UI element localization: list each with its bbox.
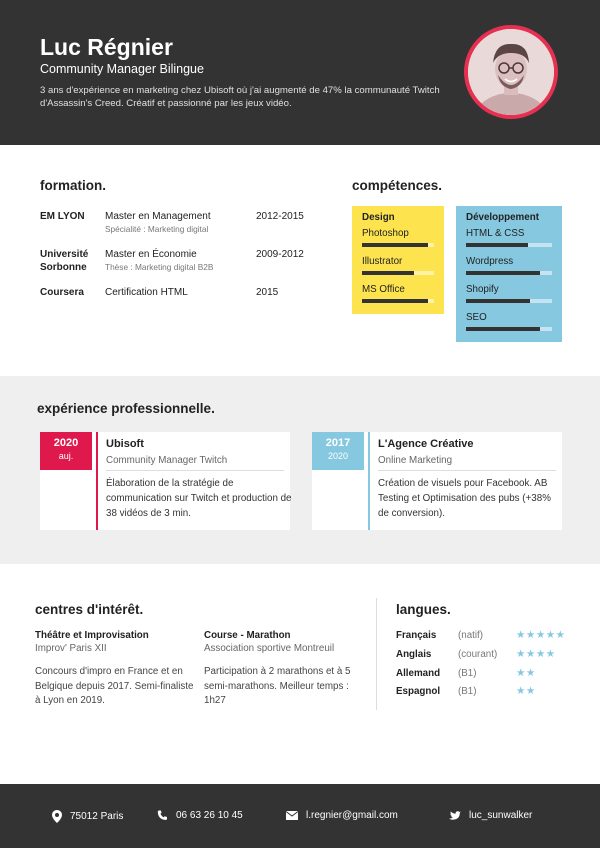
experience-start-year: 2017 [325,437,351,449]
interest-item [204,629,364,709]
education-school: Université Sorbonne [40,249,89,273]
interest-organization: Association sportive Montreuil [204,643,335,654]
interest-item [35,629,195,709]
education-school: EM LYON [40,211,85,222]
experience-end-year: 2020 [327,451,349,461]
skill-level-bar [362,243,434,247]
profile-summary: 3 ans d'expérience en marketing chez Ubisoft où j'ai augmenté de 47% la communauté Twitch d'Assassin's Creed. Créatif et passionné par les jeux vidéo. [40,85,440,109]
twitter-handle[interactable]: luc_sunwalker [469,810,533,821]
experience-company: Ubisoft [106,438,144,450]
skills-design-box [352,206,444,314]
section-divider [376,598,377,710]
education-school: Coursera [40,287,84,298]
skill-item [362,256,434,284]
language-row [396,686,576,700]
language-level: (natif) [458,630,484,641]
skill-name: SEO [466,312,487,323]
skill-name: Shopify [466,284,499,295]
languages-heading: langues. [396,602,451,617]
language-name: Allemand [396,668,441,679]
address-text: 75012 Paris [70,811,124,822]
skills-design-title: Design [362,212,395,223]
education-degree-title: Master en Économie [105,249,197,260]
experience-date-badge [40,432,92,470]
experience-date-badge [312,432,364,470]
education-degree [105,248,255,274]
phone-text: 06 63 26 10 45 [176,810,243,821]
email-text[interactable]: l.regnier@gmail.com [306,810,398,821]
skill-name: Photoshop [362,228,409,239]
experience-description: Création de visuels pour Facebook. AB Testing et Optimisation des pubs (+38% de conversion). [378,478,551,519]
experience-description: Élaboration de la stratégie de communication sur Twitch et production de 38 vidéos de 3 min. [106,478,292,519]
skills-dev-title: Développement [466,212,539,223]
language-name: Français [396,630,437,641]
education-years: 2012-2015 [256,211,304,222]
language-row [396,649,576,663]
language-name: Espagnol [396,686,441,697]
skill-level-bar [466,243,552,247]
language-stars: ★★ [516,685,536,697]
language-name: Anglais [396,649,432,660]
skill-name: MS Office [362,284,405,295]
skill-level-bar [466,327,552,331]
experience-role: Online Marketing [378,455,453,466]
skill-level-bar [466,299,552,303]
language-row [396,668,576,682]
skill-name: HTML & CSS [466,228,525,239]
language-level: (courant) [458,649,498,660]
language-stars: ★★★★ [516,648,556,660]
candidate-name: Luc Régnier [40,34,173,60]
education-degree [105,210,255,236]
interest-title: Course - Marathon [204,630,291,641]
skill-level-bar [362,299,434,303]
skill-level-bar [466,271,552,275]
language-level: (B1) [458,668,477,679]
skills-dev-box [456,206,562,342]
header [0,0,600,145]
education-degree-detail: Thèse : Marketing digital B2B [105,262,214,272]
experience-card [40,432,290,530]
experience-start-year: 2020 [53,437,79,449]
job-title: Community Manager Bilingue [40,62,204,76]
interests-heading: centres d'intérêt. [35,602,144,617]
skill-item [362,228,434,256]
interest-description: Participation à 2 marathons et à 5 semi-marathons. Meilleur temps : 1h27 [204,666,351,706]
skill-item [466,284,552,312]
location-pin-icon [52,810,62,823]
language-stars: ★★★★★ [516,629,566,641]
divider [378,470,556,471]
experience-card [312,432,562,530]
twitter-icon [449,811,461,821]
contact-email [286,810,398,821]
email-icon [286,811,298,820]
contact-phone [157,810,243,821]
skill-level-bar [362,271,434,275]
contact-twitter [449,810,532,821]
education-degree [105,286,255,299]
education-degree-title: Master en Management [105,211,211,222]
skills-heading: compétences. [352,178,443,193]
interest-organization: Improv' Paris XII [35,643,107,654]
divider [106,470,284,471]
footer [0,784,600,848]
experience-accent-line [96,432,98,530]
avatar-portrait [468,29,554,115]
skill-name: Wordpress [466,256,514,267]
skill-item [466,256,552,284]
education-degree-detail: Spécialité : Marketing digital [105,224,209,234]
profile-photo [464,25,558,119]
experience-company: L'Agence Créative [378,438,474,450]
experience-role: Community Manager Twitch [106,455,228,466]
formation-heading: formation. [40,178,106,193]
contact-address [52,810,123,823]
experience-heading: expérience professionnelle. [37,401,215,416]
language-level: (B1) [458,686,477,697]
phone-icon [157,810,168,821]
experience-end-year: auj. [58,451,74,461]
interest-description: Concours d'impro en France et en Belgique depuis 2017. Semi-finaliste à Lyon en 2019. [35,666,194,706]
language-row [396,630,576,644]
skill-item [466,228,552,256]
experience-accent-line [368,432,370,530]
skill-item [466,312,552,340]
language-stars: ★★ [516,667,536,679]
education-degree-title: Certification HTML [105,287,188,298]
skill-item [362,284,434,312]
interest-title: Théâtre et Improvisation [35,630,149,641]
education-years: 2015 [256,287,279,298]
skill-name: Illustrator [362,256,403,267]
education-years: 2009-2012 [256,249,304,260]
